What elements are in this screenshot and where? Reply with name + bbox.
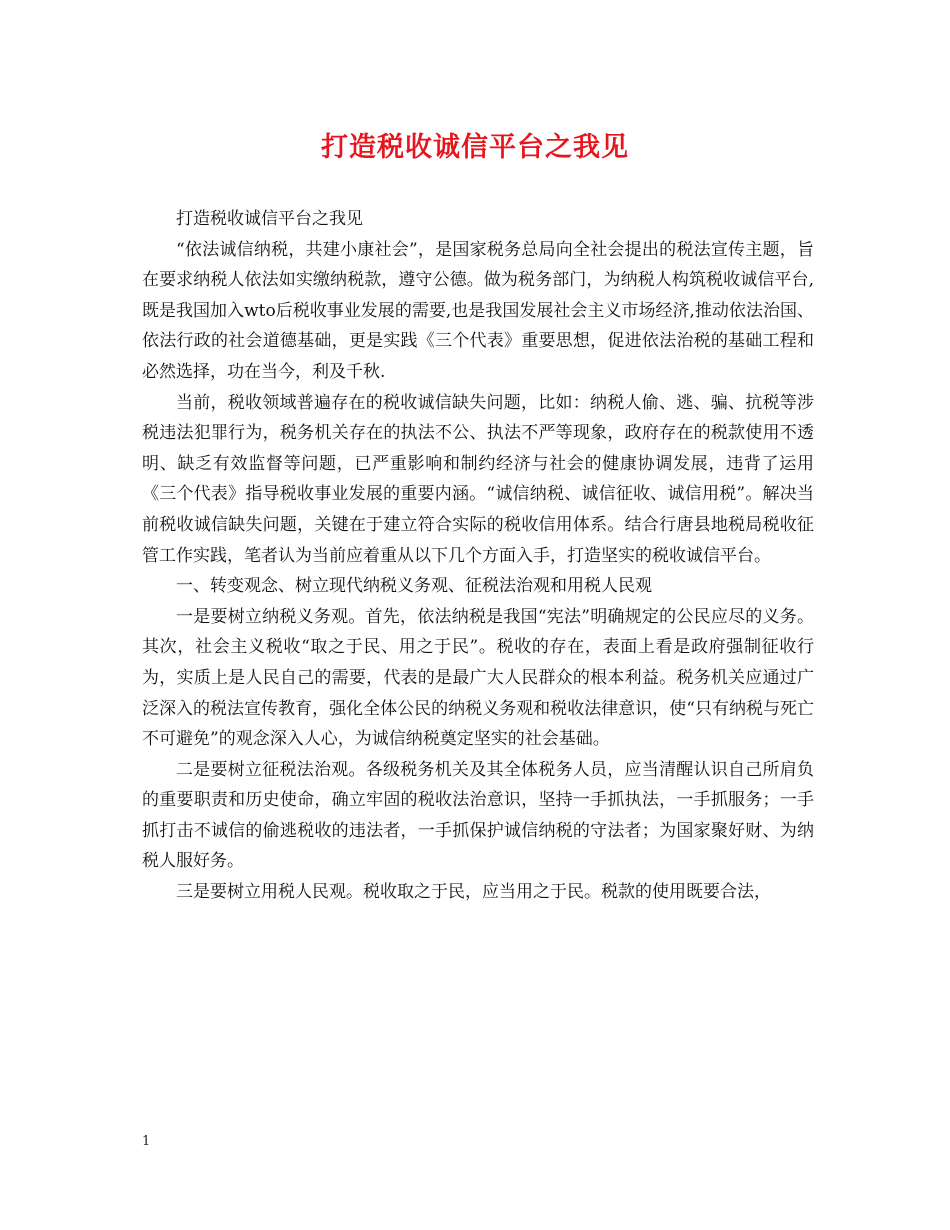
paragraph-tax-rule-of-law: 二是要树立征税法治观。各级税务机关及其全体税务人员，应当清醒认识自己所肩负的重要职责和历史使命，确立牢固的税收法治意识，坚持一手抓执法，一手抓服务；一手抓打击不诚信的偷逃税收的违法者，一手抓保护诚信纳税的守法者；为国家聚好财、为纳税人服好务。 [142, 759, 814, 872]
paragraph-subtitle: 打造税收诚信平台之我见 [176, 209, 363, 229]
paragraph-intro: “依法诚信纳税，共建小康社会”，是国家税务总局向全社会提出的税法宣传主题，旨在要求纳税人依法如实缴纳税款，遵守公德。做为税务部门，为纳税人构筑税收诚信平台,既是我国加入wto后税收事业发展的需要,也是我国发展社会主义市场经济,推动依法治国、依法行政的社会道德基础，更是实践《三个代表》重要思想，促进依法治税的基础工程和必然选择，功在当今，利及千秋. [142, 239, 814, 382]
paragraph-tax-use: 三是要树立用税人民观。税收取之于民，应当用之于民。税款的使用既要合法， [176, 882, 771, 903]
document-title: 打造税收诚信平台之我见 [321, 132, 629, 163]
paragraph-current-issues: 当前，税收领域普遍存在的税收诚信缺失问题，比如：纳税人偷、逃、骗、抗税等涉税违法犯罪行为，税务机关存在的执法不公、执法不严等现象，政府存在的税款使用不透明、缺乏有效监督等问题，已严重影响和制约经济与社会的健康协调发展，违背了运用《三个代表》指导税收事业发展的重要内涵。“诚信纳税、诚信征收、诚信用税”。解决当前税收诚信缺失问题，关键在于建立符合实际的税收信用体系。结合行唐县地税局税收征管工作实践，笔者认为当前应着重从以下几个方面入手，打造坚实的税收诚信平台。 [142, 392, 814, 566]
document-body [142, 204, 814, 908]
paragraph-tax-duty: 一是要树立纳税义务观。首先，依法纳税是我国“宪法”明确规定的公民应尽的义务。其次，社会主义税收“取之于民、用之于民”。税收的存在，表面上看是政府强制征收行为，实质上是人民自己的需要，代表的是最广大人民群众的根本利益。税务机关应通过广泛深入的税法宣传教育，强化全体公民的纳税义务观和税收法律意识，使“只有纳税与死亡不可避免”的观念深入人心，为诚信纳税奠定坚实的社会基础。 [142, 606, 814, 750]
section-heading-1: 一、转变观念、树立现代纳税义务观、征税法治观和用税人民观 [176, 576, 652, 597]
page-number: 1 [142, 1134, 151, 1149]
